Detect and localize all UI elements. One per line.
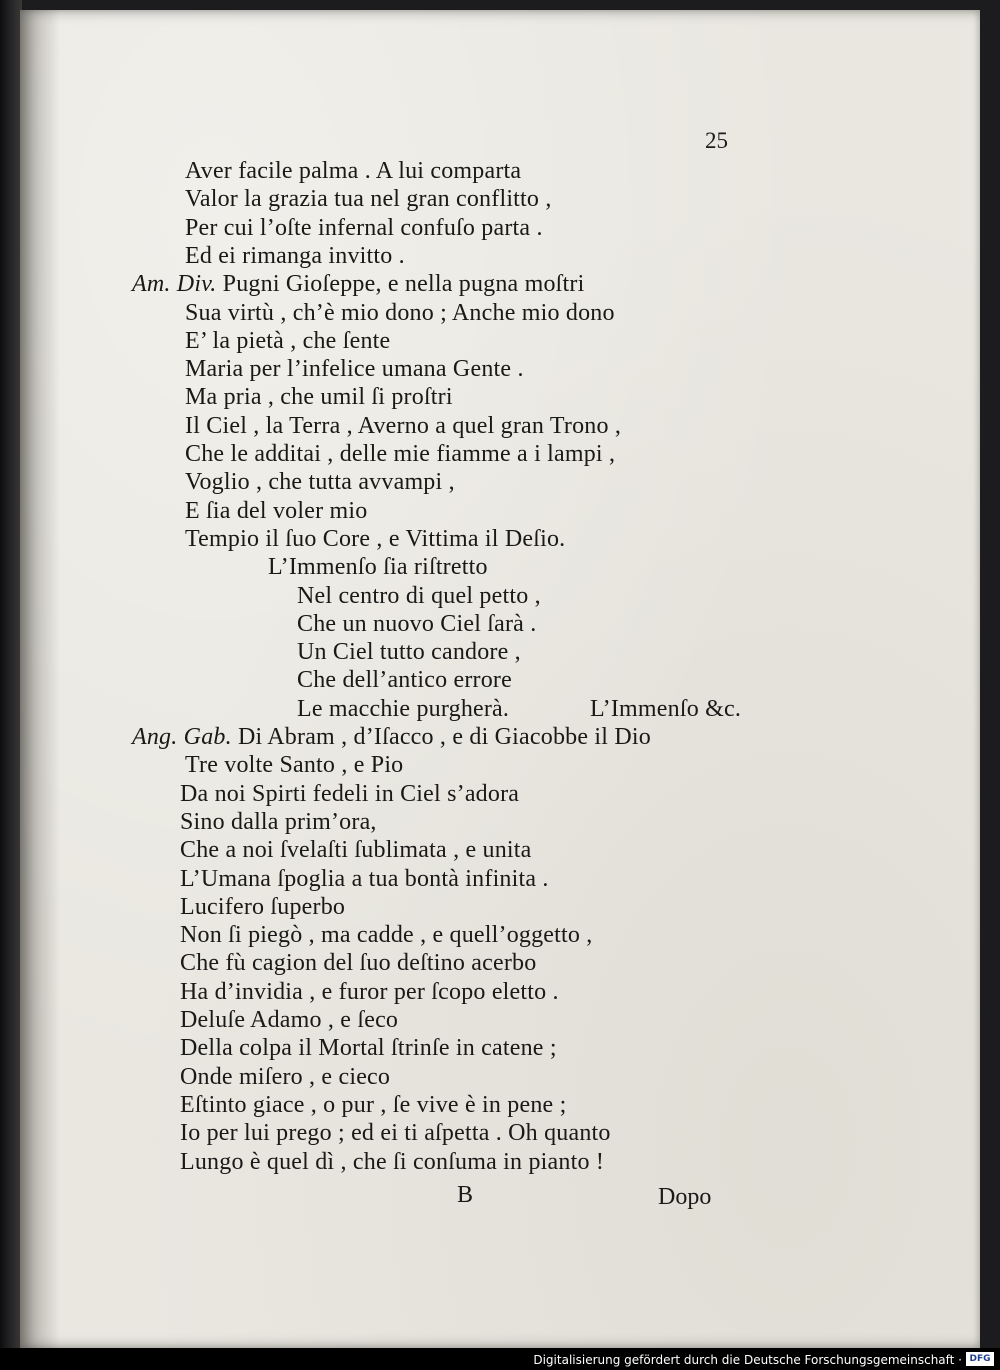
line-text: Sua virtù , ch’è mio dono ; Anche mio dono — [185, 300, 615, 326]
line-text: Tempio il ſuo Core , e Vittima il Deſio. — [185, 526, 566, 552]
line-text: Che a noi ſvelaſti ſublimata , e unita — [180, 837, 532, 863]
verse-line — [180, 1092, 566, 1119]
verse-line — [185, 752, 403, 779]
verse-line — [268, 554, 488, 581]
line-text: Onde miſero , e cieco — [180, 1064, 391, 1090]
verse-line — [180, 979, 559, 1006]
line-text: Pugni Gioſeppe, e nella pugna moſtri — [222, 271, 585, 297]
verse-line — [185, 384, 453, 411]
refrain-cue: L’Immenſo &c. — [590, 696, 742, 722]
line-text: Io per lui prego ; ed ei ti aſpetta . Oh quanto — [180, 1120, 611, 1146]
verse-line — [180, 894, 345, 921]
line-text: Lucifero ſuperbo — [180, 894, 346, 920]
speaker-label: Am. Div. — [132, 271, 217, 297]
line-text: Della colpa il Mortal ſtrinſe in catene ; — [180, 1035, 557, 1061]
verse-line — [185, 300, 615, 327]
line-text: Da noi Spirti fedeli in Ciel s’adora — [180, 781, 520, 807]
line-text: Di Abram , d’Iſacco , e di Giacobbe il Dio — [238, 724, 651, 750]
footer-credit: Digitalisierung gefördert durch die Deutsche Forschungsgemeinschaft · — [533, 1353, 962, 1367]
line-text: L’Immenſo ſia riſtretto — [268, 554, 488, 580]
verse-line — [297, 611, 536, 638]
verse-line — [180, 1064, 390, 1091]
verse-line — [185, 356, 524, 383]
line-text: Lungo è quel dì , che ſi conſuma in pianto ! — [180, 1149, 605, 1175]
verse-line — [185, 328, 390, 355]
dfg-logo-icon: DFG — [966, 1352, 994, 1366]
verse-line — [180, 1120, 611, 1147]
book-binding — [0, 0, 22, 1350]
verse-line — [180, 1149, 604, 1176]
line-text: Un Ciel tutto candore , — [297, 639, 521, 665]
verse-line — [297, 583, 541, 610]
verse-line — [132, 724, 651, 751]
verse-line — [185, 243, 405, 270]
line-text: Valor la grazia tua nel gran conflitto , — [185, 186, 552, 212]
line-text: Non ſi piegò , ma cadde , e quell’oggetto , — [180, 922, 593, 948]
footer-bar — [0, 1348, 1000, 1370]
verse-line — [180, 809, 377, 836]
line-text: Voglio , che tutta avvampi , — [185, 469, 455, 495]
verse-line — [180, 1007, 398, 1034]
verse-line — [297, 696, 509, 723]
verse-line — [185, 186, 552, 213]
verse-line — [180, 922, 593, 949]
verse-line — [185, 498, 367, 525]
page-number: 25 — [705, 128, 728, 153]
verse-line — [185, 215, 543, 242]
catchword: Dopo — [658, 1184, 712, 1210]
verse-line — [185, 441, 615, 468]
line-text: Ed ei rimanga invitto . — [185, 243, 405, 269]
verse-line — [132, 271, 584, 298]
verse-line — [185, 469, 455, 496]
line-text: Che un nuovo Ciel ſarà . — [297, 611, 537, 637]
line-text: Nel centro di quel petto , — [297, 583, 541, 609]
line-text: Maria per l’infelice umana Gente . — [185, 356, 524, 382]
line-text: Per cui l’oſte infernal confuſo parta . — [185, 215, 543, 241]
line-text: Sino dalla prim’ora, — [180, 809, 377, 835]
verse-line — [180, 781, 519, 808]
verse-line — [180, 837, 532, 864]
verse-line — [185, 413, 621, 440]
line-text: E ſia del voler mio — [185, 498, 368, 524]
line-text: Le macchie purgherà. — [297, 696, 510, 722]
line-text: Il Ciel , la Terra , Averno a quel gran Trono , — [185, 413, 622, 439]
verse-line — [185, 526, 565, 553]
line-text: E’ la pietà , che ſente — [185, 328, 391, 354]
line-text: Deluſe Adamo , e ſeco — [180, 1007, 399, 1033]
verse-line — [180, 1035, 557, 1062]
line-text: Eſtinto giace , o pur , ſe vive è in pene ; — [180, 1092, 567, 1118]
verse-line — [185, 158, 521, 185]
line-text: Aver facile palma . A lui comparta — [185, 158, 522, 184]
verse-line — [297, 667, 512, 694]
line-text: Che le additai , delle mie fiamme a i lampi , — [185, 441, 616, 467]
line-text: Che fù cagion del ſuo deſtino acerbo — [180, 950, 537, 976]
verse-line — [180, 866, 549, 893]
line-text: Che dell’antico errore — [297, 667, 512, 693]
verse-line — [297, 639, 521, 666]
line-text: Ma pria , che umil ſi proſtri — [185, 384, 453, 410]
verse-line — [180, 950, 536, 977]
gutter-shadow — [20, 10, 60, 1348]
signature-mark: B — [457, 1182, 474, 1208]
speaker-label: Ang. Gab. — [132, 724, 232, 750]
line-text: L’Umana ſpoglia a tua bontà infinita . — [180, 866, 549, 892]
line-text: Tre volte Santo , e Pio — [185, 752, 404, 778]
line-text: Ha d’invidia , e furor per ſcopo eletto . — [180, 979, 559, 1005]
